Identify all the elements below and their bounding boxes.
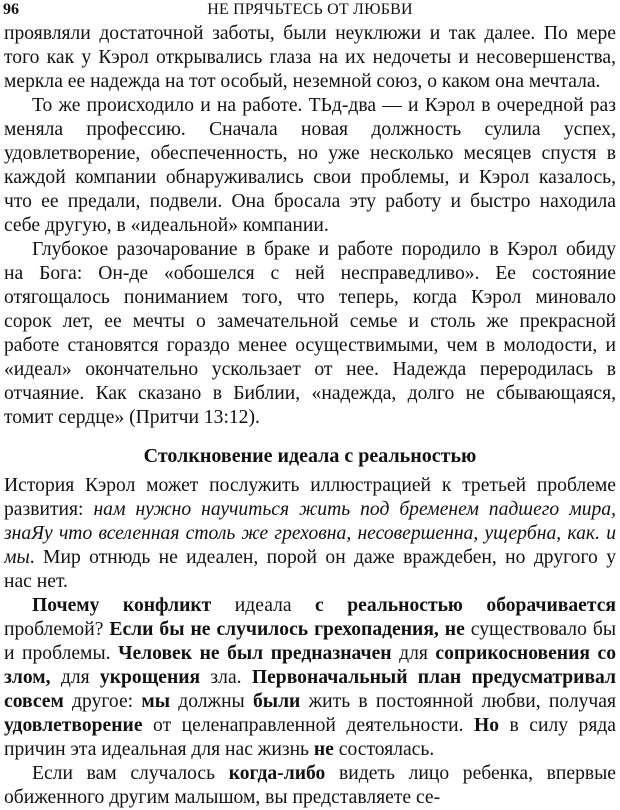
text-run: меняла профессию. Сначала новая должность сулила успех, [4, 119, 616, 140]
text-run: развития: [4, 499, 94, 520]
text-run: знаЯу что вселенная столь же греховна, несовершенна, ущербна, как. и [4, 523, 616, 544]
text-line [32, 238, 616, 262]
text-run: причин эта идеальная для нас жизнь [4, 739, 314, 760]
text-run: Почему конфликт [32, 595, 212, 616]
text-run: отчаяние. Как сказано в Библии, «надежда, долго не сбывающаяся, [4, 383, 616, 404]
text-run: злом, [4, 667, 51, 688]
text-run: История Кэрол может послужить иллюстрацией к третьей проблеме [4, 475, 616, 496]
text-line [4, 286, 616, 310]
text-line [32, 94, 616, 118]
text-run: Человек не был предназначен [118, 643, 392, 664]
text-line [4, 498, 616, 522]
text-run: что ее предали, подвели. Она бросала эту работу и быстро находила [4, 191, 616, 212]
text-run: работе становятся гораздо менее осуществимыми, чем в молодости, и [4, 335, 616, 356]
text-line [4, 642, 616, 666]
text-run: проблемой? [4, 619, 110, 640]
text-run: когда-либо [228, 763, 326, 784]
text-run: Глубокое разочарование в браке и работе породило в Кэрол обиду [32, 239, 616, 260]
text-line [4, 358, 616, 382]
text-run: жить в постоянной любви, получая [300, 691, 616, 712]
text-line [32, 762, 616, 786]
text-line [4, 166, 616, 190]
text-line [4, 22, 616, 46]
text-run: удовлетворение, обеспеченность, но уже несколько месяцев спустя в [4, 143, 616, 164]
text-run: на Бога: Он-де «обошелся с ней несправедливо». Ее состояние [4, 263, 616, 284]
text-run: . Мир отнюдь не идеален, порой он даже враждебен, но другого у [29, 547, 616, 568]
text-line [4, 474, 616, 498]
text-line [4, 666, 616, 690]
text-run: мы [141, 691, 170, 712]
text-run: нам нужно научиться жить под бременем падшего мира, [93, 499, 616, 520]
text-run: не [313, 739, 334, 760]
text-line [4, 310, 616, 334]
running-title: НЕ ПРЯЧЬТЕСЬ ОТ ЛЮБВИ [207, 1, 413, 18]
text-line [4, 118, 616, 142]
text-run: «идеал» окончательно ускользает от нее. Надежда переродилась в [4, 359, 616, 380]
text-run: сорок лет, ее мечты о замечательной семье и столь же прекрасной [4, 311, 616, 332]
text-line [4, 406, 616, 430]
text-run: проявляли достаточной заботы, были неуклюжи и так далее. По мере [4, 23, 616, 44]
page-header [0, 0, 620, 22]
text-run: себе другую, в «идеальной» компании. [4, 215, 329, 236]
text-line [4, 190, 616, 214]
text-run: для [50, 667, 100, 688]
text-run: Если вам случалось [32, 763, 229, 784]
text-run: существовало бы [464, 619, 616, 640]
text-line [4, 46, 616, 70]
text-run: идеала [211, 595, 316, 616]
text-run: от целенаправленной деятельности. [142, 715, 474, 736]
text-run: должны [170, 691, 253, 712]
text-line [0, 444, 620, 468]
text-line [4, 570, 616, 594]
text-run: соприкосновения со [435, 643, 616, 664]
text-run: меркла ее надежда на тот особый, неземной союз, о каком она мечтала. [4, 71, 601, 92]
text-line [4, 714, 616, 738]
text-line [4, 214, 616, 238]
text-run: Если бы не случилось грехопадения, не [109, 619, 465, 640]
text-run: того как у Кэрол открывались глаза на их недочеты и несовершенства, [4, 47, 616, 68]
text-line [4, 522, 616, 546]
text-run: зла. [200, 667, 252, 688]
text-run: мы [4, 547, 30, 568]
text-run: и проблемы. [4, 643, 119, 664]
text-run: совсем [4, 691, 64, 712]
text-run: нас нет. [4, 571, 68, 592]
text-run: обиженного другим малышом, вы представляете се- [4, 787, 441, 808]
text-line [4, 738, 616, 762]
text-line [4, 382, 616, 406]
text-line [4, 70, 616, 94]
text-run: другое: [63, 691, 142, 712]
text-run: Столкновение идеала с реальностью [143, 445, 477, 467]
text-run: Первоначальный план предусматривал [251, 667, 616, 688]
text-line [4, 334, 616, 358]
text-run: для [391, 643, 436, 664]
text-line [4, 142, 616, 166]
text-run: в силу ряда [499, 715, 616, 736]
text-line [4, 546, 616, 570]
text-run: состоялась. [333, 739, 435, 760]
text-line [4, 618, 616, 642]
text-line [4, 690, 616, 714]
text-line [32, 594, 616, 618]
text-run: видеть лицо ребенка, впервые [325, 763, 616, 784]
text-run: удовлетворение [4, 715, 143, 736]
text-line [4, 262, 616, 286]
text-run: Но [473, 715, 500, 736]
text-run: отягощалось пониманием того, что теперь, когда Кэрол миновало [4, 287, 616, 308]
text-run: укрощения [99, 667, 201, 688]
text-run: каждой компании обнаруживались свои проблемы, и Кэрол казалось, [4, 167, 616, 188]
page-number: 96 [3, 1, 19, 18]
text-run: томит сердце» (Притчи 13:12). [4, 407, 260, 428]
text-run: То же происходило и на работе. ТЬд-два — и Кэрол в очередной раз [32, 95, 616, 116]
text-run: были [252, 691, 301, 712]
text-run: с реальностью оборачивается [315, 595, 616, 616]
text-line [4, 786, 616, 810]
